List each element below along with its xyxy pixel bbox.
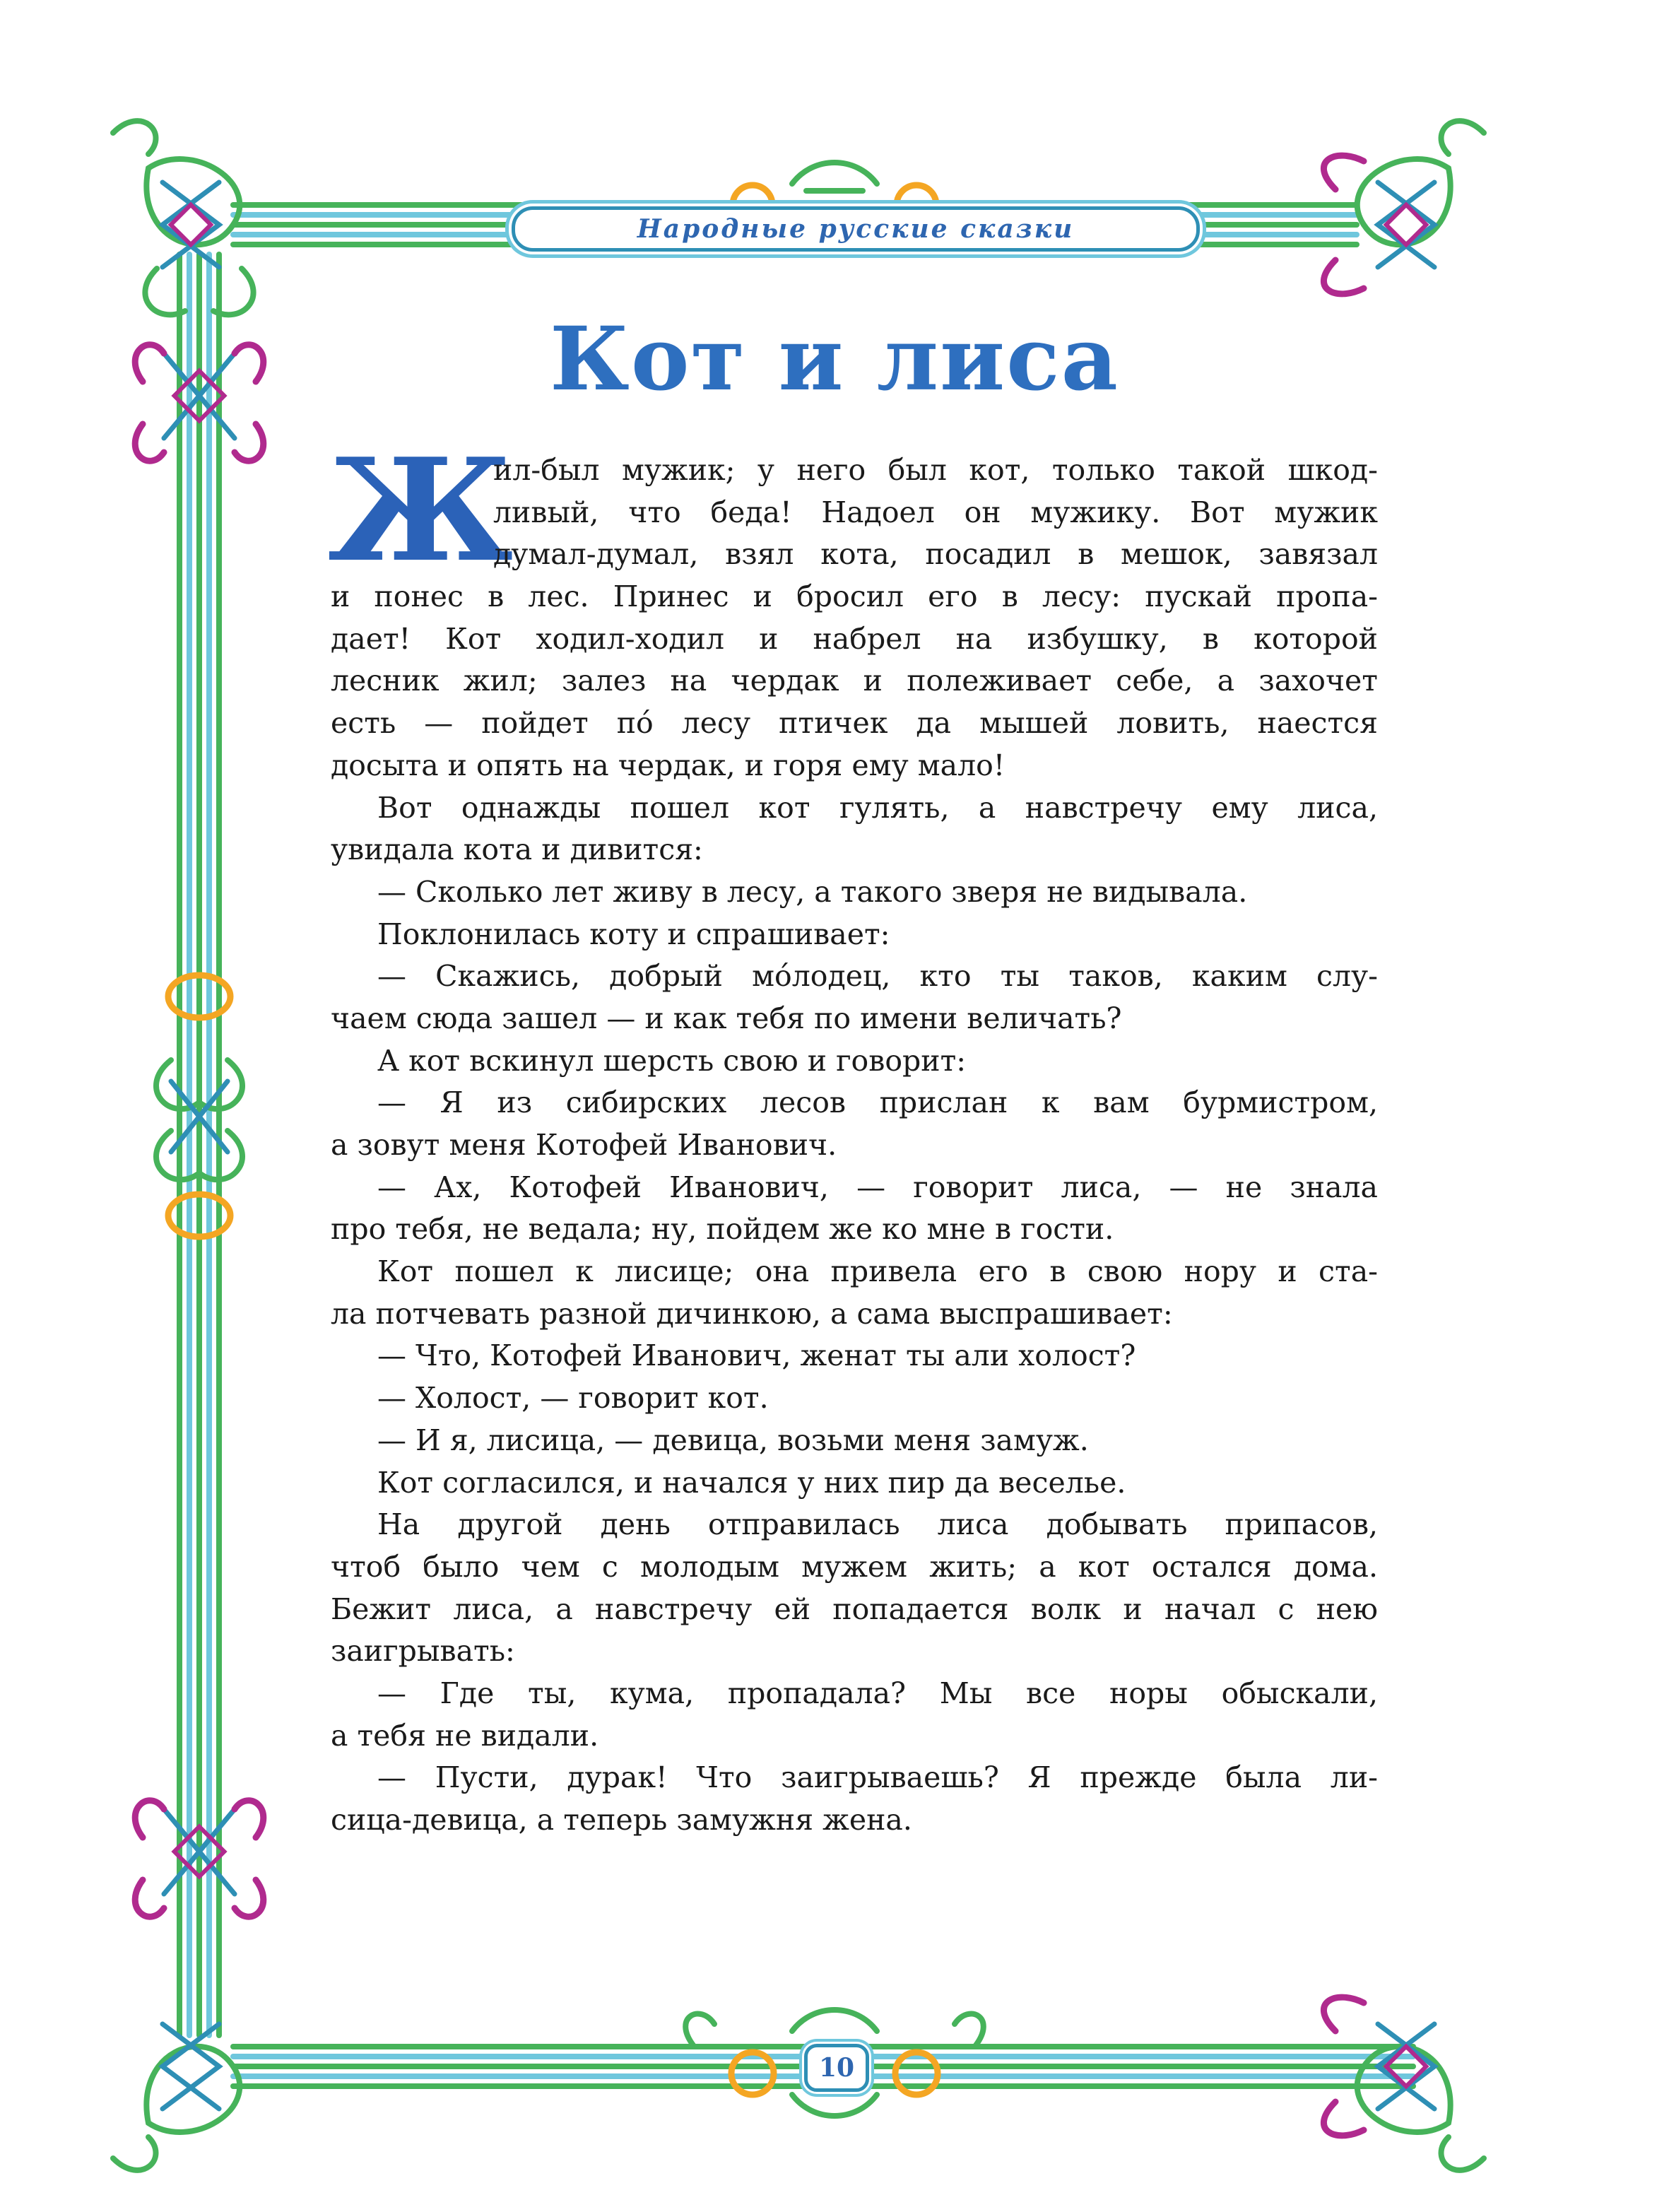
text-line: думал-думал, взял кота, посадил в мешок, завязал: [493, 537, 1378, 572]
text-line: — Скажись, добрый мóлодец, кто ты таков, каким слу-: [377, 959, 1378, 994]
text-line: — Ах, Котофей Иванович, — говорит лиса, — не знала: [377, 1170, 1378, 1204]
text-line: увидала кота и дивится:: [331, 833, 703, 867]
page-number: 10: [818, 2053, 855, 2083]
text-line: про тебя, не ведала; ну, пойдем же ко мне в гости.: [331, 1212, 1114, 1247]
text-line: — Холост, — говорит кот.: [377, 1381, 769, 1416]
text-line: Вот однажды пошел кот гулять, а навстречу ему лиса,: [377, 790, 1378, 825]
text-line: а зовут меня Котофей Иванович.: [331, 1128, 837, 1162]
text-line: ла потчевать разной дичинкою, а сама выспрашивает:: [331, 1296, 1173, 1331]
text-line: Поклонилась коту и спрашивает:: [377, 917, 890, 951]
text-line: ливый, что беда! Надоел он мужику. Вот мужик: [493, 495, 1378, 529]
header-banner: [512, 206, 1200, 252]
text-line: а тебя не видали.: [331, 1718, 599, 1753]
page-number-badge: [804, 2044, 869, 2092]
text-line: дает! Кот ходил-ходил и набрел на избушку, в которой: [331, 621, 1378, 656]
text-line: — И я, лисица, — девица, возьми меня замуж.: [377, 1423, 1089, 1457]
story-title: Кот и лиса: [550, 308, 1119, 411]
text-line: лесник жил; залез на чердак и полеживает себе, а захочет: [331, 664, 1378, 698]
text-line: — Где ты, кума, пропадала? Мы все норы обыскали,: [377, 1676, 1378, 1710]
text-line: сица-девица, а теперь замужня жена.: [331, 1803, 912, 1837]
text-line: заигрывать:: [331, 1634, 515, 1669]
text-line: На другой день отправилась лиса добывать припасов,: [377, 1507, 1378, 1542]
text-line: А кот вскинул шерсть свою и говорит:: [377, 1043, 967, 1078]
text-line: — Пусти, дурак! Что заигрываешь? Я прежде была ли-: [377, 1760, 1378, 1795]
text-line: — Я из сибирских лесов прислан к вам бурмистром,: [377, 1086, 1378, 1120]
text-line: Бежит лиса, а навстречу ей попадается волк и начал с нею: [331, 1592, 1378, 1626]
text-line: есть — пойдет пó лесу птичек да мышей ловить, наестся: [331, 706, 1378, 741]
text-line: ил-был мужик; у него был кот, только такой шкод-: [493, 453, 1378, 487]
drop-cap: Ж: [328, 428, 514, 594]
text-line: Кот пошел к лисице; она привела его в свою нору и ста-: [377, 1254, 1378, 1289]
text-line: — Сколько лет живу в лесу, а такого зверя не видывала.: [377, 874, 1248, 909]
text-line: — Что, Котофей Иванович, женат ты али холост?: [377, 1339, 1136, 1373]
story-text: [331, 449, 1378, 1842]
text-line: Кот согласился, и начался у них пир да веселье.: [377, 1465, 1126, 1500]
text-line: чаем сюда зашел — и как тебя по имени величать?: [331, 1001, 1122, 1035]
text-line: и понес в лес. Принес и бросил его в лесу: пускай пропа-: [331, 580, 1378, 614]
book-title: Народные русские сказки: [637, 214, 1075, 244]
text-line: чтоб было чем с молодым мужем жить; а кот остался дома.: [331, 1549, 1378, 1584]
text-line: досыта и опять на чердак, и горя ему мало!: [331, 748, 1005, 782]
